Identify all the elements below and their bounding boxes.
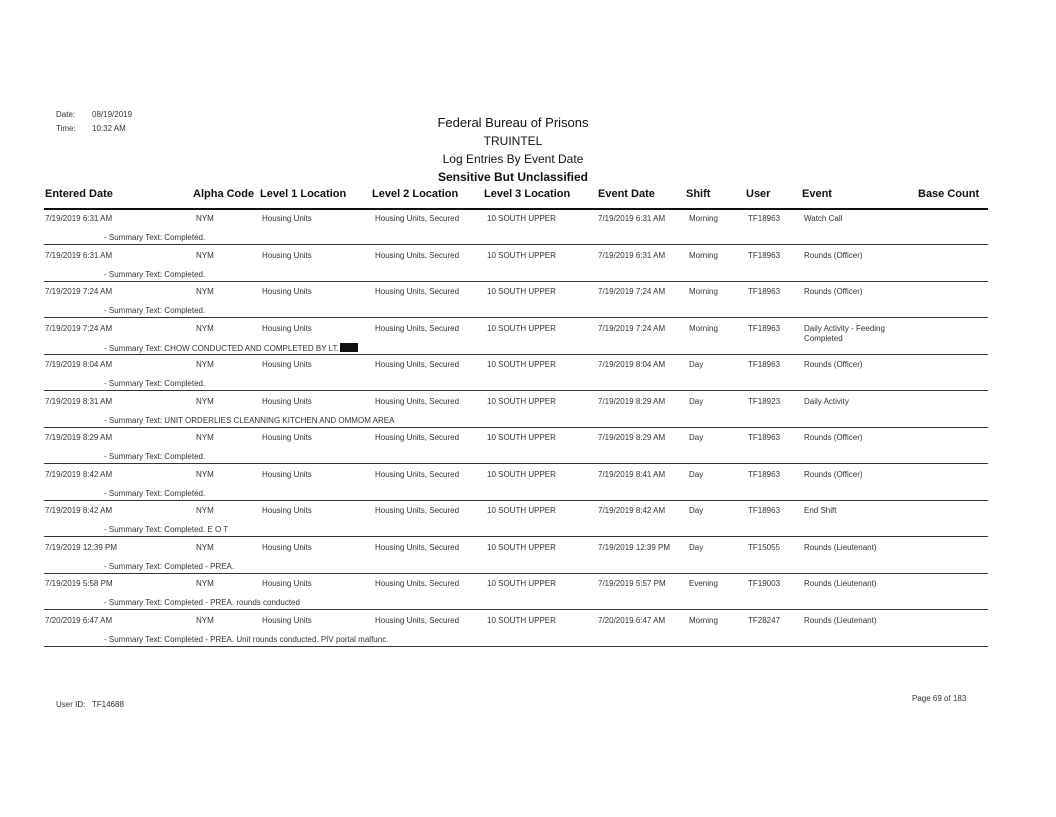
cell-level1: Housing Units xyxy=(262,250,312,260)
cell-level2: Housing Units, Secured xyxy=(375,396,460,406)
row-summary-text: - Summary Text: Completed. xyxy=(104,269,206,279)
cell-event-date: 7/19/2019 12:39 PM xyxy=(598,542,671,552)
cell-level2: Housing Units, Secured xyxy=(375,469,460,479)
col-header-alpha-code: Alpha Code xyxy=(193,188,255,200)
row-summary-text: - Summary Text: Completed. xyxy=(104,488,206,498)
col-header-event-date: Event Date xyxy=(598,188,655,200)
cell-shift: Morning xyxy=(689,615,718,625)
cell-shift: Day xyxy=(689,433,704,442)
row-summary-text: - Summary Text: Completed. xyxy=(104,306,206,315)
cell-event: Rounds (Officer) xyxy=(804,360,863,369)
cell-alpha-code: NYM xyxy=(196,323,214,333)
row-summary xyxy=(104,452,205,461)
row-summary-text: - Summary Text: Completed. xyxy=(104,233,206,242)
report-title-agency: Federal Bureau of Prisons xyxy=(437,115,589,130)
row-summary xyxy=(104,525,228,534)
footer-user xyxy=(56,700,124,709)
row-divider xyxy=(44,354,988,355)
row-summary xyxy=(104,635,388,644)
cell-level1: Housing Units xyxy=(262,360,312,369)
cell-level3: 10 SOUTH UPPER xyxy=(487,542,556,552)
cell-event: End Shift xyxy=(804,506,837,515)
user-id-label: User ID: xyxy=(56,700,86,709)
cell-shift: Evening xyxy=(689,579,718,588)
cell-level2: Housing Units, Secured xyxy=(375,287,460,296)
row-summary-text: - Summary Text: Completed. xyxy=(104,452,206,461)
cell-shift: Day xyxy=(689,360,704,369)
cell-alpha-code: NYM xyxy=(196,433,214,442)
cell-shift: Morning xyxy=(689,250,718,260)
cell-entered-date: 7/19/2019 8:42 AM xyxy=(45,506,113,515)
row-divider xyxy=(44,281,988,282)
cell-level1: Housing Units xyxy=(262,396,312,406)
cell-level3: 10 SOUTH UPPER xyxy=(487,579,556,588)
cell-level1: Housing Units xyxy=(262,214,312,223)
cell-level3: 10 SOUTH UPPER xyxy=(487,615,556,625)
cell-level1: Housing Units xyxy=(262,506,312,515)
cell-entered-date: 7/19/2019 12:39 PM xyxy=(45,542,118,552)
cell-level1: Housing Units xyxy=(262,433,312,442)
row-summary-text: - Summary Text: Completed - PREA. xyxy=(104,561,235,571)
cell-event: Rounds (Lieutenant) xyxy=(804,615,877,625)
cell-level2: Housing Units, Secured xyxy=(375,214,460,223)
cell-alpha-code: NYM xyxy=(196,396,214,406)
row-summary-text: - Summary Text: Completed - PREA. Unit rounds conducted. PIV portal malfunc. xyxy=(104,634,389,644)
cell-entered-date: 7/19/2019 8:04 AM xyxy=(45,360,113,369)
cell-level1: Housing Units xyxy=(262,323,312,333)
cell-user: TF18963 xyxy=(748,323,781,333)
row-divider xyxy=(44,244,988,245)
row-summary xyxy=(104,343,358,353)
cell-user: TF19003 xyxy=(748,579,781,588)
cell-level2: Housing Units, Secured xyxy=(375,542,460,552)
cell-alpha-code: NYM xyxy=(196,615,214,625)
report-title-system: TRUINTEL xyxy=(483,134,543,148)
col-header-shift: Shift xyxy=(686,188,711,200)
cell-event-date: 7/19/2019 7:24 AM xyxy=(598,323,666,333)
cell-entered-date: 7/19/2019 8:29 AM xyxy=(45,433,113,442)
cell-alpha-code: NYM xyxy=(196,287,214,296)
cell-level1: Housing Units xyxy=(262,615,312,625)
cell-level2: Housing Units, Secured xyxy=(375,615,460,625)
cell-event-date: 7/19/2019 5:57 PM xyxy=(598,579,666,588)
col-header-user: User xyxy=(746,188,771,200)
cell-entered-date: 7/19/2019 8:31 AM xyxy=(45,396,113,406)
cell-shift: Day xyxy=(689,469,704,479)
row-divider xyxy=(44,427,988,428)
cell-entered-date: 7/19/2019 6:31 AM xyxy=(45,250,113,260)
row-summary-text: - Summary Text: Completed. xyxy=(104,379,206,388)
cell-level1: Housing Units xyxy=(262,542,312,552)
col-header-level3: Level 3 Location xyxy=(484,188,571,200)
row-summary xyxy=(104,489,205,498)
cell-alpha-code: NYM xyxy=(196,360,214,369)
row-summary xyxy=(104,416,394,425)
time-value: 10:32 AM xyxy=(92,124,126,133)
row-divider xyxy=(44,500,988,501)
cell-alpha-code: NYM xyxy=(196,214,214,223)
user-id-value: TF14688 xyxy=(91,700,124,709)
cell-shift: Day xyxy=(689,542,704,552)
cell-level2: Housing Units, Secured xyxy=(375,360,460,369)
cell-level2: Housing Units, Secured xyxy=(375,250,460,260)
cell-level1: Housing Units xyxy=(262,579,312,588)
row-divider xyxy=(44,573,988,574)
cell-level1: Housing Units xyxy=(262,469,312,479)
cell-event-date: 7/19/2019 6:31 AM xyxy=(598,214,666,223)
cell-shift: Morning xyxy=(689,323,718,333)
col-header-base-count: Base Count xyxy=(918,188,980,200)
cell-event-date: 7/19/2019 8:29 AM xyxy=(598,433,666,442)
cell-event-date: 7/19/2019 8:04 AM xyxy=(598,360,666,369)
row-summary xyxy=(104,562,234,571)
cell-level2: Housing Units, Secured xyxy=(375,323,460,333)
cell-shift: Morning xyxy=(689,287,718,296)
row-summary xyxy=(104,270,205,279)
cell-level3: 10 SOUTH UPPER xyxy=(487,250,556,260)
date-label: Date: xyxy=(56,110,76,119)
cell-alpha-code: NYM xyxy=(196,469,214,479)
cell-user: TF28247 xyxy=(748,615,781,625)
row-summary xyxy=(104,598,300,607)
row-summary xyxy=(104,379,205,388)
cell-user: TF18963 xyxy=(748,506,781,515)
cell-level3: 10 SOUTH UPPER xyxy=(487,360,556,369)
col-header-event: Event xyxy=(802,188,832,200)
cell-alpha-code: NYM xyxy=(196,579,214,588)
cell-event-date: 7/19/2019 8:42 AM xyxy=(598,506,666,515)
cell-level3: 10 SOUTH UPPER xyxy=(487,506,556,515)
cell-level2: Housing Units, Secured xyxy=(375,506,460,515)
cell-user: TF18963 xyxy=(748,360,781,369)
report-time xyxy=(56,124,126,133)
cell-user: TF18963 xyxy=(748,214,781,223)
cell-alpha-code: NYM xyxy=(196,506,214,515)
row-summary-text: - Summary Text: Completed. E O T xyxy=(104,525,229,534)
time-label: Time: xyxy=(56,124,76,133)
cell-event: Rounds (Officer) xyxy=(804,433,863,442)
cell-shift: Day xyxy=(689,396,704,406)
cell-event-date: 7/19/2019 6:31 AM xyxy=(598,250,666,260)
cell-user: TF18923 xyxy=(748,396,781,406)
row-summary xyxy=(104,306,205,315)
cell-user: TF18963 xyxy=(748,469,781,479)
row-divider xyxy=(44,463,988,464)
cell-entered-date: 7/19/2019 7:24 AM xyxy=(45,323,113,333)
cell-alpha-code: NYM xyxy=(196,250,214,260)
cell-level1: Housing Units xyxy=(262,287,312,296)
row-divider xyxy=(44,646,988,647)
cell-level3: 10 SOUTH UPPER xyxy=(487,469,556,479)
redaction-box xyxy=(340,343,358,352)
header-rule xyxy=(44,208,988,210)
cell-entered-date: 7/19/2019 8:42 AM xyxy=(45,469,113,479)
cell-shift: Morning xyxy=(689,214,718,223)
cell-shift: Day xyxy=(689,506,704,515)
cell-level3: 10 SOUTH UPPER xyxy=(487,433,556,442)
row-divider xyxy=(44,390,988,391)
cell-alpha-code: NYM xyxy=(196,542,214,552)
date-value: 08/19/2019 xyxy=(92,110,133,119)
row-divider xyxy=(44,609,988,610)
cell-user: TF15055 xyxy=(748,542,781,552)
cell-event-date: 7/20/2019 6:47 AM xyxy=(598,615,666,625)
cell-level3: 10 SOUTH UPPER xyxy=(487,214,556,223)
cell-event: Daily Activity - Feeding Completed xyxy=(804,323,885,343)
cell-event: Rounds (Lieutenant) xyxy=(804,579,877,588)
cell-level2: Housing Units, Secured xyxy=(375,433,460,442)
cell-event: Watch Call xyxy=(804,214,843,223)
cell-event: Daily Activity xyxy=(804,396,849,406)
page-number: Page 69 of 183 xyxy=(912,694,967,703)
cell-event-date: 7/19/2019 8:29 AM xyxy=(598,396,666,406)
cell-event: Rounds (Lieutenant) xyxy=(804,542,877,552)
row-summary-text: - Summary Text: Completed - PREA. rounds conducted xyxy=(104,598,300,607)
cell-level3: 10 SOUTH UPPER xyxy=(487,323,556,333)
cell-user: TF18963 xyxy=(748,287,781,296)
cell-entered-date: 7/19/2019 6:31 AM xyxy=(45,214,113,223)
cell-user: TF18963 xyxy=(748,433,781,442)
row-summary-text: - Summary Text: UNIT ORDERLIES CLEANNING KITCHEN AND OMMOM AREA xyxy=(104,415,395,425)
cell-event: Rounds (Officer) xyxy=(804,287,863,296)
col-header-level2: Level 2 Location xyxy=(372,188,459,200)
row-divider xyxy=(44,536,988,537)
row-summary xyxy=(104,233,205,242)
report-title-name: Log Entries By Event Date xyxy=(442,152,584,166)
row-divider xyxy=(44,317,988,318)
cell-entered-date: 7/19/2019 7:24 AM xyxy=(45,287,113,296)
report-date xyxy=(56,110,132,119)
cell-entered-date: 7/20/2019 6:47 AM xyxy=(45,615,113,625)
row-summary-text: - Summary Text: CHOW CONDUCTED AND COMPLETED BY LT. xyxy=(104,343,339,353)
cell-event: Rounds (Officer) xyxy=(804,469,863,479)
col-header-entered-date: Entered Date xyxy=(45,188,113,200)
cell-event-date: 7/19/2019 7:24 AM xyxy=(598,287,666,296)
report-classification: Sensitive But Unclassified xyxy=(437,170,589,184)
cell-level3: 10 SOUTH UPPER xyxy=(487,396,556,406)
cell-level3: 10 SOUTH UPPER xyxy=(487,287,556,296)
col-header-level1: Level 1 Location xyxy=(260,188,347,200)
cell-event: Rounds (Officer) xyxy=(804,250,863,260)
cell-level2: Housing Units, Secured xyxy=(375,579,460,588)
cell-entered-date: 7/19/2019 5:58 PM xyxy=(45,579,113,588)
cell-event-date: 7/19/2019 8:41 AM xyxy=(598,469,666,479)
cell-user: TF18963 xyxy=(748,250,781,260)
